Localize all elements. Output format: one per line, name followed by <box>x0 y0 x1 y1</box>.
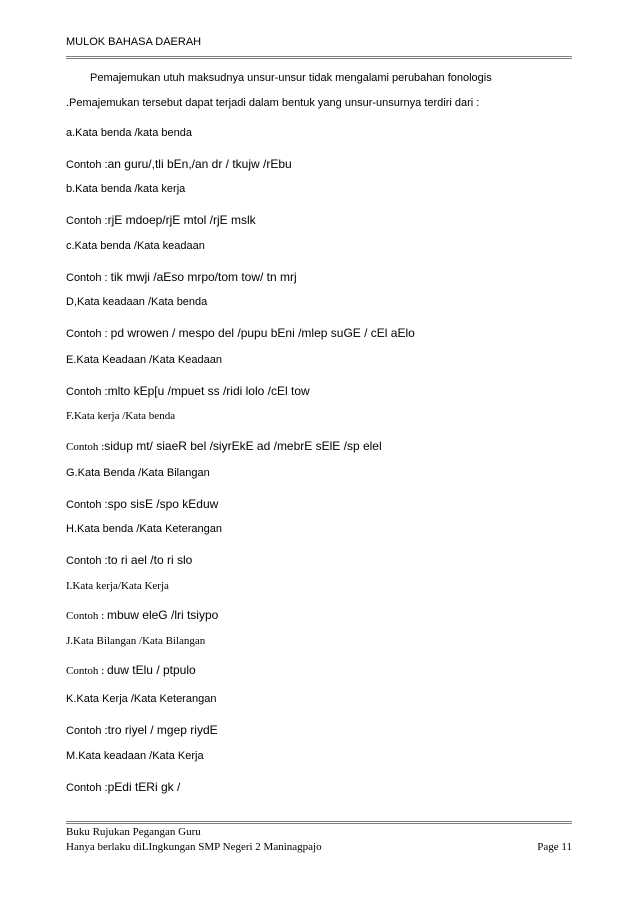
example-value: spo sisE /spo kEduw <box>107 497 219 511</box>
example-value: an guru/,tli bEn,/an dr / tkujw /rEbu <box>107 157 292 171</box>
example-value: tro riyel / mgep riydE <box>107 723 218 737</box>
intro-line-1: Pemajemukan utuh maksudnya unsur-unsur tidak mengalami perubahan fonologis <box>90 72 492 84</box>
example-line <box>66 155 572 173</box>
item-heading: F.Kata kerja /Kata benda <box>66 410 176 422</box>
footer-usage-note: Hanya berlaku diLIngkungan SMP Negeri 2 Maninagpajo <box>66 841 322 853</box>
example-label: Contoh : <box>66 215 108 227</box>
example-line <box>66 721 572 739</box>
example-label: Contoh : <box>66 386 108 398</box>
example-label: Contoh : <box>66 782 108 794</box>
example-label: Contoh : <box>66 328 111 340</box>
item-heading: K.Kata Kerja /Kata Keterangan <box>66 693 217 705</box>
page-header: MULOK BAHASA DAERAH <box>66 36 202 48</box>
example-value: pd wrowen / mespo del /pupu bEni /mlep suGE / cEl aElo <box>110 326 415 340</box>
example-line <box>66 661 572 679</box>
example-value: mbuw eleG /lri tsiypo <box>106 608 219 622</box>
page-number: Page 11 <box>537 841 572 853</box>
example-line <box>66 606 572 624</box>
example-value: rjE mdoep/rjE mtol /rjE mslk <box>107 213 256 227</box>
example-line <box>66 211 572 229</box>
example-line <box>66 551 572 569</box>
example-label: Contoh : <box>66 272 111 284</box>
footer-book-title: Buku Rujukan Pegangan Guru <box>66 826 201 838</box>
example-label: Contoh : <box>66 725 108 737</box>
example-value: to ri ael /to ri slo <box>107 553 193 567</box>
item-heading: E.Kata Keadaan /Kata Keadaan <box>66 354 222 366</box>
example-line <box>66 437 572 455</box>
item-heading: c.Kata benda /Kata keadaan <box>66 240 205 252</box>
example-line <box>66 268 572 286</box>
example-label: Contoh : <box>66 665 107 677</box>
example-line <box>66 495 572 513</box>
example-label: Contoh : <box>66 159 108 171</box>
item-heading: M.Kata keadaan /Kata Kerja <box>66 750 204 762</box>
item-heading: b.Kata benda /kata kerja <box>66 183 186 195</box>
item-heading: G.Kata Benda /Kata Bilangan <box>66 467 210 479</box>
item-heading: I.Kata kerja/Kata Kerja <box>66 580 169 592</box>
item-heading: D,Kata keadaan /Kata benda <box>66 296 208 308</box>
example-value: duw tElu / ptpulo <box>106 663 196 677</box>
item-heading: a.Kata benda /kata benda <box>66 127 192 139</box>
example-line <box>66 382 572 400</box>
item-heading: H.Kata benda /Kata Keterangan <box>66 523 222 535</box>
example-label: Contoh : <box>66 555 108 567</box>
example-value: sidup mt/ siaeR bel /siyrEkE ad /mebrE sElE /sp elel <box>104 439 382 453</box>
example-value: mlto kEp[u /mpuet ss /ridi lolo /cEl tow <box>107 384 310 398</box>
example-line <box>66 324 572 342</box>
example-value: tik mwji /aEso mrpo/tom tow/ tn mrj <box>110 270 297 284</box>
example-line <box>66 778 572 796</box>
header-divider <box>66 56 572 59</box>
example-label: Contoh : <box>66 610 107 622</box>
example-label: Contoh : <box>66 499 108 511</box>
example-label: Contoh : <box>66 441 105 453</box>
intro-line-2: .Pemajemukan tersebut dapat terjadi dalam bentuk yang unsur-unsurnya terdiri dari : <box>66 97 480 109</box>
footer-divider <box>66 821 572 824</box>
item-heading: J.Kata Bilangan /Kata Bilangan <box>66 635 206 647</box>
example-value: pEdi tERi gk / <box>107 780 181 794</box>
